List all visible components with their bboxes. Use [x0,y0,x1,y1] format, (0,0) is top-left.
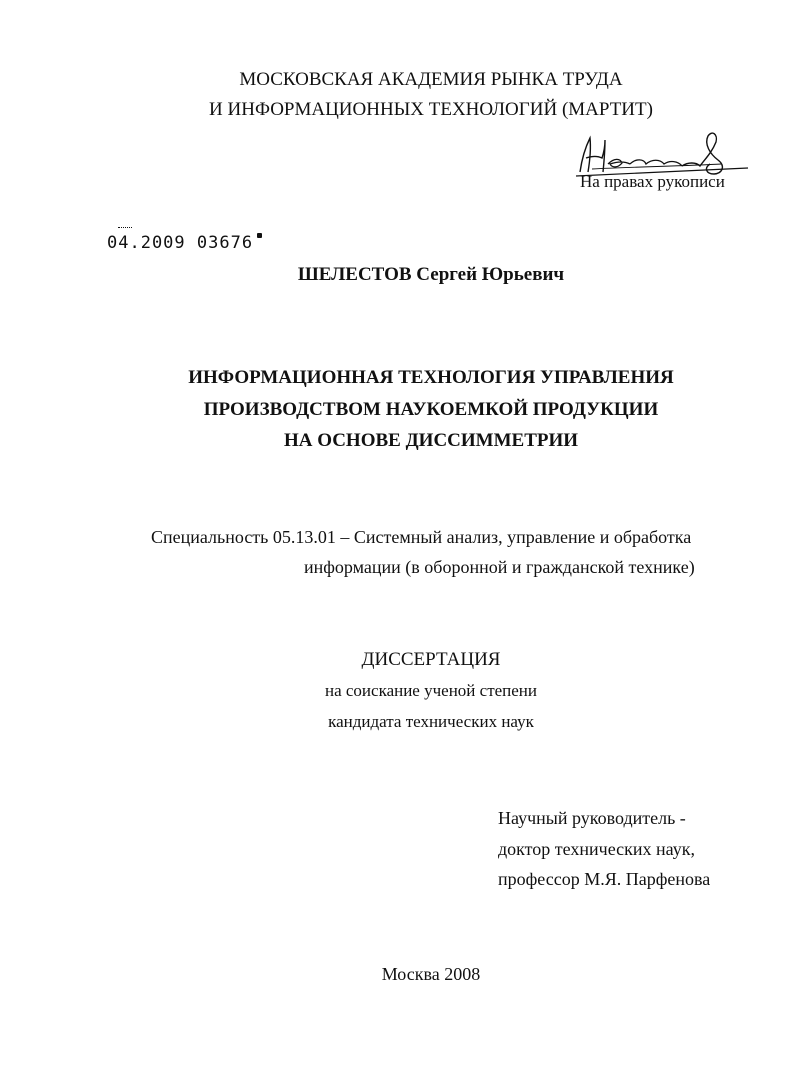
dissertation-title-line2: ПРОИЗВОДСТВОМ НАУКОЕМКОЙ ПРОДУКЦИИ [203,399,659,420]
specialty-line2: информации (в оборонной и гражданской технике) [304,557,695,577]
registry-code-text: 04.2009 03676 [107,233,254,253]
document-type: ДИССЕРТАЦИЯ [361,649,501,670]
institution-name-line2: И ИНФОРМАЦИОННЫХ ТЕХНОЛОГИЙ (МАРТИТ) [209,99,653,120]
institution-name-line1: МОСКОВСКАЯ АКАДЕМИЯ РЫНКА ТРУДА [239,69,623,90]
degree-line2: кандидата технических наук [328,712,534,731]
supervisor-line3: профессор М.Я. Парфенова [498,869,711,889]
supervisor-line2: доктор технических наук, [498,839,695,859]
registry-code [107,233,262,253]
dissertation-title-line3: НА ОСНОВЕ ДИССИММЕТРИИ [283,430,579,451]
specialty-line1: Специальность 05.13.01 – Системный анализ, управление и обработка [151,527,692,547]
author-name: ШЕЛЕСТОВ Сергей Юрьевич [297,264,565,285]
manuscript-rights-note: На правах рукописи [580,172,725,191]
dissertation-title-line1: ИНФОРМАЦИОННАЯ ТЕХНОЛОГИЯ УПРАВЛЕНИЯ [188,367,674,388]
place-and-year: Москва 2008 [381,964,481,984]
registry-code-dot [257,233,262,238]
registry-code-marks [118,227,132,231]
degree-line1: на соискание ученой степени [324,681,538,700]
supervisor-line1: Научный руководитель - [498,808,686,828]
